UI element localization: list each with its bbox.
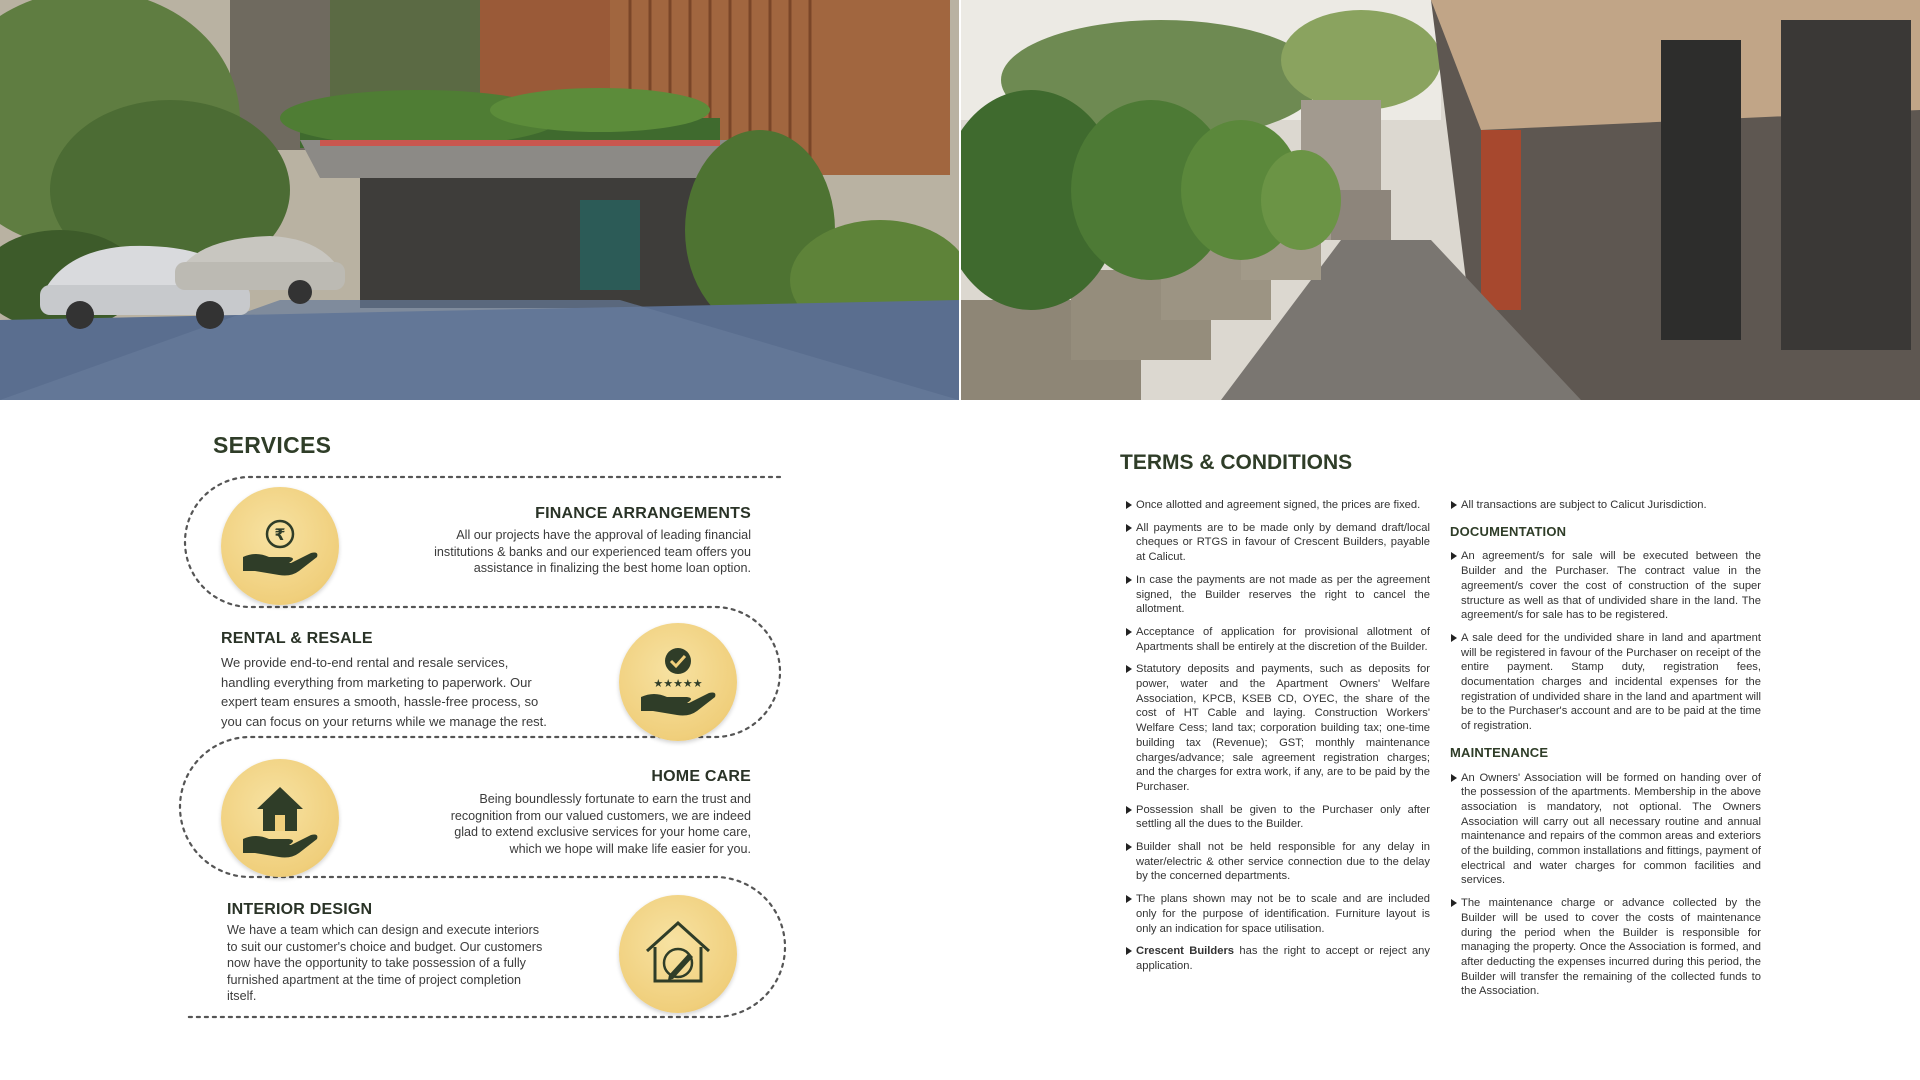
svg-text:₹: ₹ <box>274 525 286 544</box>
svg-text:★★★★★: ★★★★★ <box>653 677 703 690</box>
terms-column-2 <box>1451 498 1761 1007</box>
finance-medal <box>221 487 339 605</box>
home-care-title: HOME CARE <box>651 768 751 785</box>
finance-title: FINANCE ARRANGEMENTS <box>535 505 751 522</box>
interior-design-medal <box>619 895 737 1013</box>
terms-item: Acceptance of application for provisional allotment of Apartments shall be entirely at the discretion of the Builder. <box>1126 625 1430 654</box>
terms-item: Builder shall not be held responsible for any delay in water/electric & other service connection due to the delay by the concerned departments. <box>1126 840 1430 884</box>
terms-item-crescent <box>1126 944 1430 973</box>
terms-item-text: has the right to accept or reject any application. <box>1136 945 1430 972</box>
terms-item: Statutory deposits and payments, such as deposits for power, water and the Apartment Owners' Welfare Association, KPCB, KSEB CD, OYEC, the share of the cost of HT Cable and laying. Construction Workers' Welfare Cess; land tax; corporation building tax; one-time building tax (Revenue); GST; monthly maintenance charges/advance; sale agreement registration charges; and the charges for extra work, if any, are to be paid by the Purchaser. <box>1126 662 1430 794</box>
terms-item: Possession shall be given to the Purchaser only after settling all the dues to the Builder. <box>1126 803 1430 832</box>
terms-column-1 <box>1126 498 1430 982</box>
rupee-hand-icon <box>221 487 339 605</box>
terms-item: All transactions are subject to Calicut Jurisdiction. <box>1451 498 1761 513</box>
rental-resale-medal <box>619 623 737 741</box>
company-name: Crescent Builders <box>1136 945 1235 958</box>
house-hand-icon <box>221 759 339 877</box>
maintenance-item: The maintenance charge or advance collected by the Builder will be used to cover the costs of maintenance during the period when the Builder is responsible for managing the property. Once the Association is formed, and after deducting the expenses incurred during this period, the Builder will transfer the remaining of the collected funds to the Association. <box>1451 896 1761 999</box>
interior-design-title: INTERIOR DESIGN <box>227 901 373 918</box>
terms-item: In case the payments are not made as per the agreement signed, the Builder reserves the right to cancel the allotment. <box>1126 573 1430 617</box>
house-pencil-icon <box>619 895 737 1013</box>
home-care-text: Being boundlessly fortunate to earn the trust and recognition from our valued customers, we are indeed glad to extend exclusive services for your home care, which we hope will make life easier for you. <box>450 792 751 856</box>
rental-resale-title: RENTAL & RESALE <box>221 630 373 647</box>
rental-resale-text: We provide end-to-end rental and resale services, handling everything from marketing to paperwork. Our expert team ensures a smooth, hassle-free process, so you can focus on your returns while we manage the rest. <box>221 655 547 729</box>
terms-item: All payments are to be made only by demand draft/local cheques or RTGS in favour of Crescent Builders, payable at Calicut. <box>1126 521 1430 565</box>
services-title: SERVICES <box>213 432 332 458</box>
checkmark-stars-hand-icon <box>619 623 737 741</box>
terms-title: TERMS & CONDITIONS <box>1120 451 1353 474</box>
documentation-item: A sale deed for the undivided share in land and apartment will be registered in favour of the Purchaser on receipt of the entire payment. Stamp duty, registration fees, documentation charges and incidental expenses for the registration of undivided share in the land and apartment will be to the Purchaser's account and are to be paid at the time of registration. <box>1451 631 1761 734</box>
maintenance-item: An Owners' Association will be formed on handing over of the possession of the apartments. Membership in the above association is mandatory, not optional. The Owners Association will carry out all necessary routine and annual maintenance and repairs of the common areas and exteriors of the building, common installations and fittings, payment of electrical and water charges for common facilities and services. <box>1451 771 1761 889</box>
terms-item: The plans shown may not be to scale and are included only for the purpose of identification. Furniture layout is only an indication for space utilisation. <box>1126 892 1430 936</box>
documentation-heading: DOCUMENTATION <box>1450 523 1567 539</box>
documentation-item: An agreement/s for sale will be executed between the Builder and the Purchaser. The contract value in the agreement/s cover the cost of construction of the super structure as well as that of undivided share in the land. The agreement/s for sale has to be registered. <box>1451 549 1761 623</box>
interior-design-text: We have a team which can design and execute interiors to suit our customer's choice and budget. Our customers now have the opportunity to take possession of a fully furnished apartment at the time of project completion itself. <box>227 923 543 1004</box>
home-care-medal <box>221 759 339 877</box>
terms-item: Once allotted and agreement signed, the prices are fixed. <box>1126 498 1430 513</box>
maintenance-heading: MAINTENANCE <box>1450 744 1549 760</box>
finance-text: All our projects have the approval of leading financial institutions & banks and our experienced team offers you assistance in finalizing the best home loan option. <box>434 528 751 576</box>
